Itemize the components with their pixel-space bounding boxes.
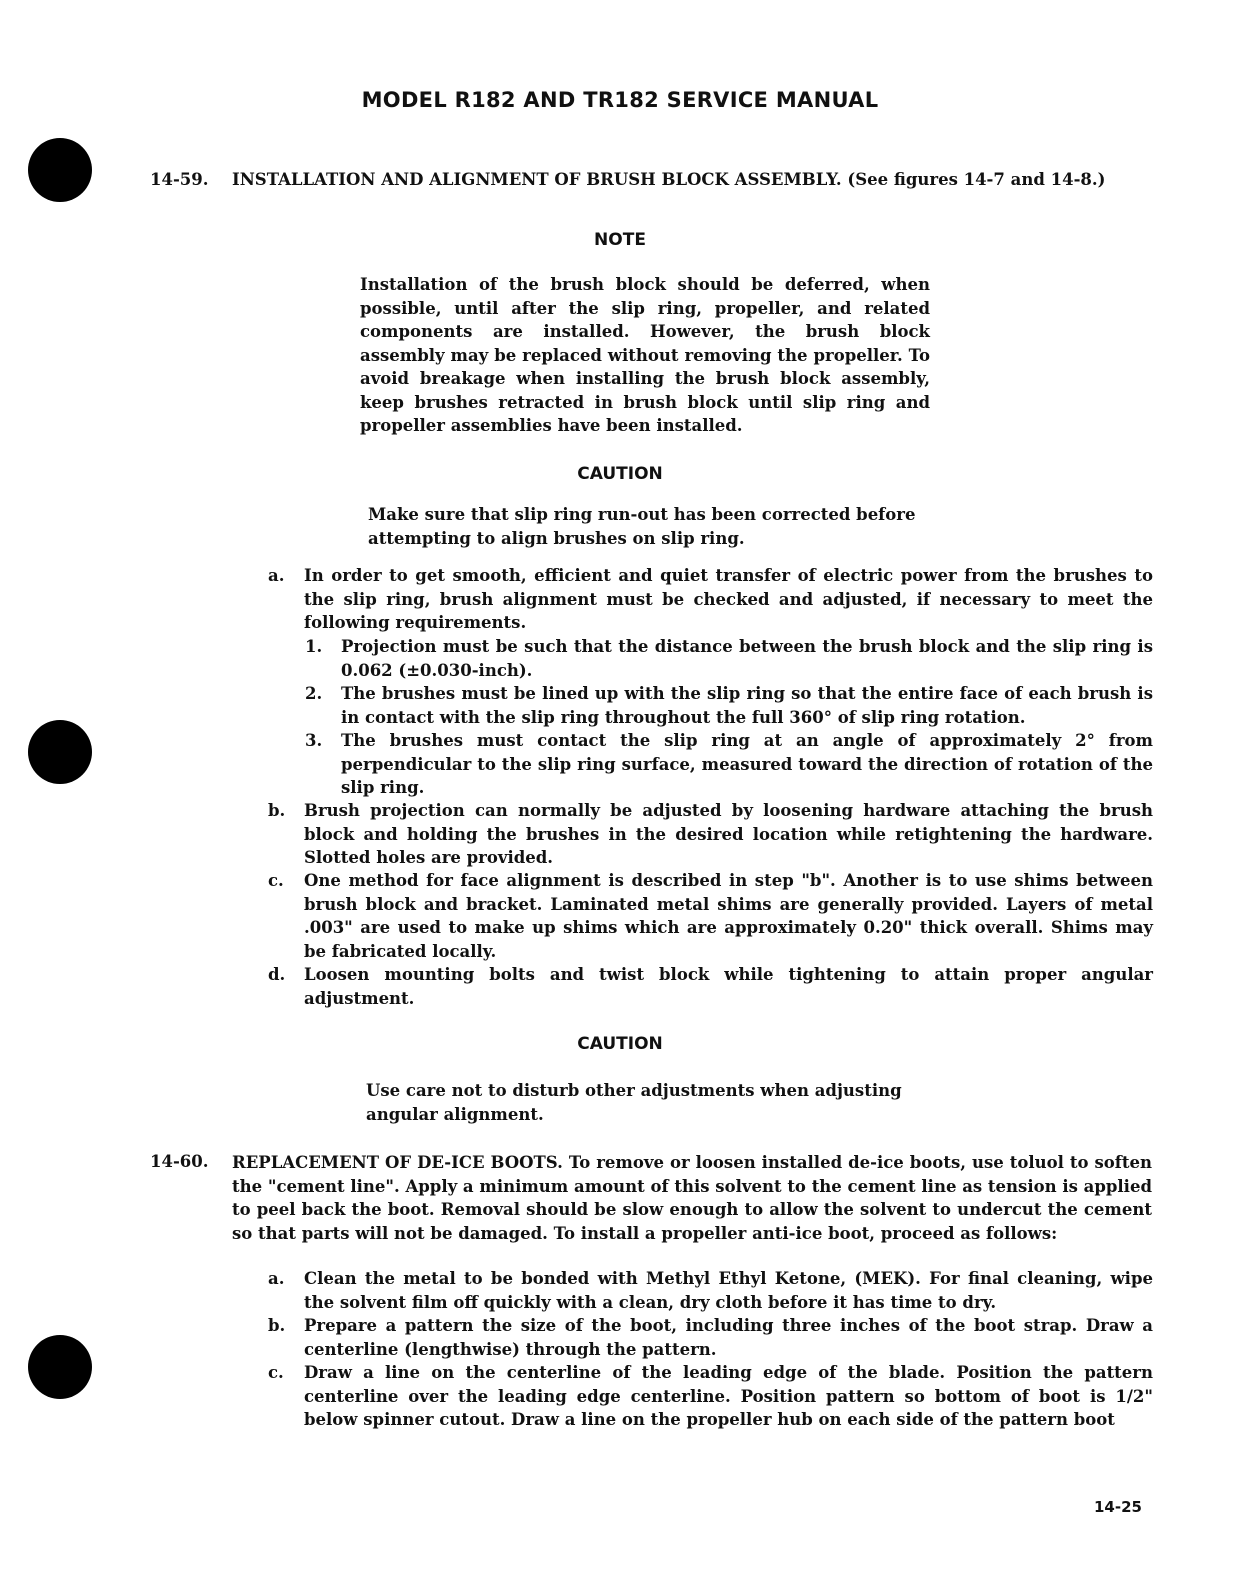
list-text: Brush projection can normally be adjusted by loosening hardware attaching the brush block and holding the brushes in the desired location while retightening the hardware. Slotted holes are provided.: [304, 801, 1153, 867]
list-text: Prepare a pattern the size of the boot, including three inches of the boot strap. Draw a centerline (lengthwise) through the pattern.: [304, 1316, 1153, 1359]
list-marker: b.: [268, 801, 286, 820]
list-text: Clean the metal to be bonded with Methyl Ethyl Ketone, (MEK). For final cleaning, wipe the solvent film off quickly with a clean, dry cloth before it has time to dry.: [304, 1269, 1153, 1312]
page-title: MODEL R182 AND TR182 SERVICE MANUAL: [361, 88, 879, 112]
page-number: 14-25: [1094, 1498, 1142, 1516]
caution-label: CAUTION: [577, 464, 663, 484]
list-marker: a.: [268, 1269, 285, 1288]
section-number: 14-59.: [150, 170, 209, 189]
list-marker: c.: [268, 871, 284, 890]
list-marker: b.: [268, 1316, 286, 1335]
section-heading: REPLACEMENT OF DE-ICE BOOTS. To remove or loosen installed de-ice boots, use toluol to soften the "cement line". Apply a minimum amount of this solvent to the cement line as tension is applied to peel back the boot. Removal should be slow enough to allow the solvent to undercut the cement so that parts will not be damaged. To install a propeller anti-ice boot, proceed as follows:: [232, 1153, 1152, 1243]
binder-hole-top: [28, 138, 92, 202]
section-number: 14-60.: [150, 1152, 209, 1171]
list-marker: 3.: [305, 731, 323, 750]
note-label: NOTE: [594, 230, 646, 250]
list-text: Loosen mounting bolts and twist block while tightening to attain proper angular adjustment.: [304, 965, 1153, 1008]
caution-label: CAUTION: [577, 1034, 663, 1054]
binder-hole-bottom: [28, 1335, 92, 1399]
list-marker: c.: [268, 1363, 284, 1382]
section-heading: INSTALLATION AND ALIGNMENT OF BRUSH BLOCK ASSEMBLY. (See figures 14-7 and 14-8.): [232, 170, 1106, 189]
list-text: One method for face alignment is described in step "b". Another is to use shims between brush block and bracket. Laminated metal shims are generally provided. Layers of metal .003" are used to make up shims which are approximately 0.20" thick overall. Shims may be fabricated locally.: [304, 871, 1153, 961]
list-marker: 1.: [305, 637, 323, 656]
list-text: Projection must be such that the distance between the brush block and the slip ring is 0.062 (±0.030-inch).: [341, 637, 1153, 680]
caution-text: Use care not to disturb other adjustments when adjusting angular alignment.: [366, 1081, 902, 1124]
list-text: Draw a line on the centerline of the leading edge of the blade. Position the pattern centerline over the leading edge centerline. Position pattern so bottom of boot is 1/2" below spinner cutout. Draw a line on the propeller hub on each side of the pattern boot: [304, 1363, 1153, 1429]
list-marker: a.: [268, 566, 285, 585]
list-text: The brushes must contact the slip ring at an angle of approximately 2° from perpendicular to the slip ring surface, measured toward the direction of rotation of the slip ring.: [341, 731, 1153, 797]
list-text: The brushes must be lined up with the slip ring so that the entire face of each brush is in contact with the slip ring throughout the full 360° of slip ring rotation.: [341, 684, 1153, 727]
note-text: Installation of the brush block should be deferred, when possible, until after the slip ring, propeller, and related components are installed. However, the brush block assembly may be replaced without removing the propeller. To avoid breakage when installing the brush block assembly, keep brushes retracted in brush block until slip ring and propeller assemblies have been installed.: [360, 275, 930, 435]
list-marker: 2.: [305, 684, 323, 703]
list-marker: d.: [268, 965, 286, 984]
list-text: In order to get smooth, efficient and quiet transfer of electric power from the brushes to the slip ring, brush alignment must be checked and adjusted, if necessary to meet the following requirements.: [304, 566, 1153, 632]
caution-text: Make sure that slip ring run-out has been corrected before attempting to align brushes on slip ring.: [368, 505, 916, 548]
binder-hole-middle: [28, 720, 92, 784]
